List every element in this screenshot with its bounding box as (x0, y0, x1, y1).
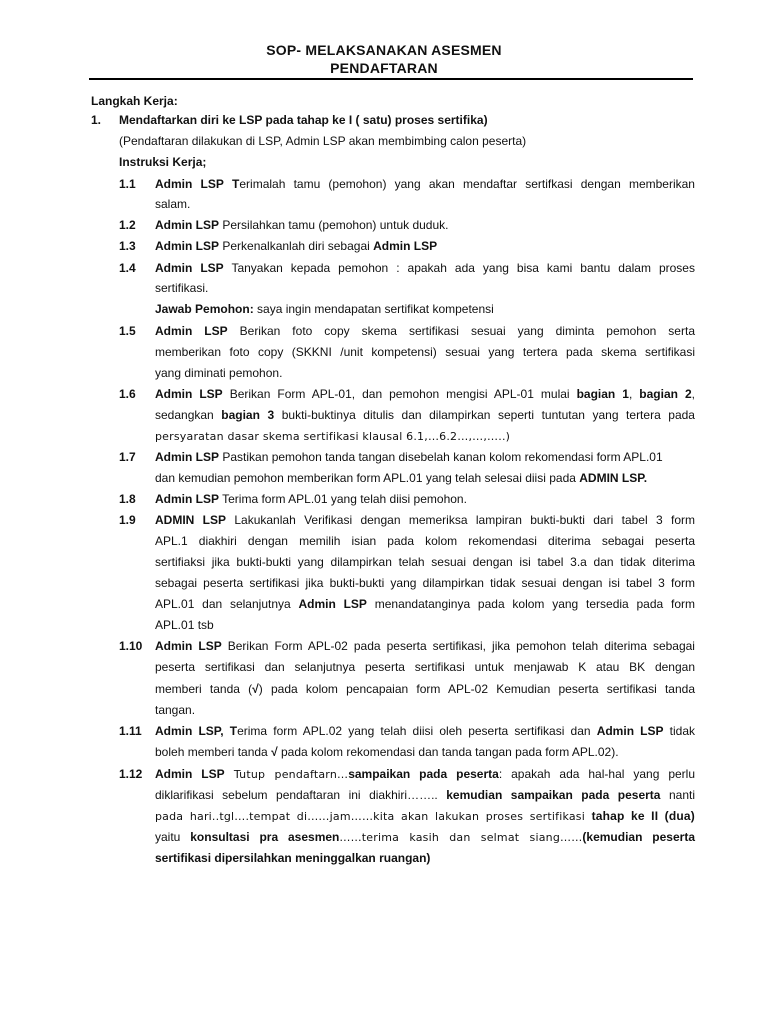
item-number: 1.10 (119, 639, 143, 653)
item-number: 1.9 (119, 513, 136, 527)
item-1-12-line: pada hari..tgl….tempat di……jam……kita akan lakukan proses sertifikasi tahap ke II (dua) (155, 809, 695, 823)
item-1-7-line: dan kemudian pemohon memberikan form APL.01 yang telah selesai diisi pada ADMIN LSP. (155, 471, 648, 485)
item-1-12-line: sertifikasi dipersilahkan meninggalkan ruangan) (155, 851, 431, 865)
item-1-11-line: boleh memberi tanda √ pada kolom rekomendasi dan tanda tangan pada form APL.02). (155, 745, 619, 759)
item-1-5-line: Admin LSP Berikan foto copy skema sertifikasi sesuai yang diminta pemohon serta (155, 324, 695, 338)
item-1-3-line: Admin LSP Perkenalkanlah diri sebagai Admin LSP (155, 239, 438, 253)
item-1-12-line: Admin LSP Tutup pendaftarn…sampaikan pada peserta: apakah ada hal-hal yang perlu (155, 767, 695, 781)
item-number: 1.11 (119, 724, 142, 738)
item-number: 1.5 (119, 324, 136, 338)
check-mark-icon: √ (252, 682, 259, 696)
item-1-2-line: Admin LSP Persilahkan tamu (pemohon) untuk duduk. (155, 218, 449, 232)
item-1-9-line: APL.1 diakhiri dengan memilih isian pada kolom rekomendasi diterima sebagai peserta (155, 534, 695, 548)
item-number: 1.8 (119, 492, 136, 506)
item-1-11-line: Admin LSP, Terima form APL.02 yang telah diisi oleh peserta sertifikasi dan Admin LSP tidak (155, 724, 695, 738)
item-1-5-line: memberikan foto copy (SKKNI /unit kompetensi) sesuai yang tertera pada skema sertifikasi (155, 345, 695, 359)
item-number: 1.7 (119, 450, 136, 464)
item-1-12-line: diklarifikasi sebelum pendaftaran ini diakhiri…….. kemudian sampaikan pada peserta nanti (155, 788, 695, 802)
item-number: 1.2 (119, 218, 136, 232)
item-1-6-line: persyaratan dasar skema sertifikasi klausal 6.1,…6.2…,…,…..) (155, 430, 511, 443)
item-1-4-line: sertifikasi. (155, 281, 209, 295)
item-1-1-line: salam. (155, 197, 191, 211)
item-1-9-line: sebagai peserta sertifikasi jika bukti-bukti yang dilampirkan tidak sesuai dengan isi tabel 3 form (155, 576, 695, 590)
item-1-9-line: ADMIN LSP Lakukanlah Verifikasi dengan memeriksa lampiran bukti-bukti dari tabel 3 form (155, 513, 696, 527)
item-number: 1.4 (119, 261, 136, 275)
item-1-10-line: tangan. (155, 703, 196, 717)
item-1-4-line: Admin LSP Tanyakan kepada pemohon : apakah ada yang bisa kami bantu dalam proses (155, 261, 695, 275)
title-divider (89, 78, 693, 80)
item-1-8-line: Admin LSP Terima form APL.01 yang telah diisi pemohon. (155, 492, 467, 506)
item-1-9-line: APL.01 dan selanjutnya Admin LSP menandatanginya pada kolom yang tersedia pada form (155, 597, 695, 611)
document-subtitle: PENDAFTARAN (330, 60, 438, 76)
item-1-10-line: peserta sertifikasi dan selanjutnya peserta sertifikasi untuk menjawab K atau BK dengan (155, 660, 695, 674)
instruksi-kerja-label: Instruksi Kerja; (119, 155, 207, 169)
jawab-pemohon-line: Jawab Pemohon: saya ingin mendapatan sertifikat kompetensi (155, 302, 494, 316)
item-1-1-line: Admin LSP Terimalah tamu (pemohon) yang akan mendaftar sertifkasi dengan memberikan (155, 177, 695, 191)
item-number: 1.1 (119, 177, 136, 191)
item-1-7-line: Admin LSP Pastikan pemohon tanda tangan disebelah kanan kolom rekomendasi form APL.01 (155, 450, 663, 464)
item-1-9-line: APL.01 tsb (155, 618, 214, 632)
langkah-kerja-label: Langkah Kerja: (91, 94, 178, 108)
item-number: 1.6 (119, 387, 136, 401)
step-number: 1. (91, 113, 102, 127)
item-1-5-line: yang diminati pemohon. (155, 366, 283, 380)
item-1-10-line: memberi tanda (√) pada kolom pencapaian form APL-02 Kemudian peserta sertifikasi tanda (155, 682, 695, 696)
step-note: (Pendaftaran dilakukan di LSP, Admin LSP akan membimbing calon peserta) (119, 134, 527, 148)
check-mark-icon: √ (271, 745, 278, 759)
item-1-10-line: Admin LSP Berikan Form APL-02 pada peserta sertifikasi, jika pemohon telah diterima sebagai (155, 639, 695, 653)
item-number: 1.12 (119, 767, 143, 781)
item-number: 1.3 (119, 239, 136, 253)
item-1-12-line: yaitu konsultasi pra asesmen……terima kasih dan selmat siang……(kemudian peserta (155, 830, 695, 844)
item-1-9-line: sertifiaksi jika bukti-bukti yang dilampirkan telah sesuai dengan isi tabel 3.a dan tidak diterima (155, 555, 695, 569)
document-title: SOP- MELAKSANAKAN ASESMEN (266, 42, 502, 58)
item-1-6-line: sedangkan bagian 3 bukti-buktinya ditulis dan dilampirkan seperti tuntutan yang tertera pada (155, 408, 695, 422)
step-title: Mendaftarkan diri ke LSP pada tahap ke I ( satu) proses sertifika) (119, 113, 488, 127)
item-1-6-line: Admin LSP Berikan Form APL-01, dan pemohon mengisi APL-01 mulai bagian 1, bagian 2, (155, 387, 695, 401)
